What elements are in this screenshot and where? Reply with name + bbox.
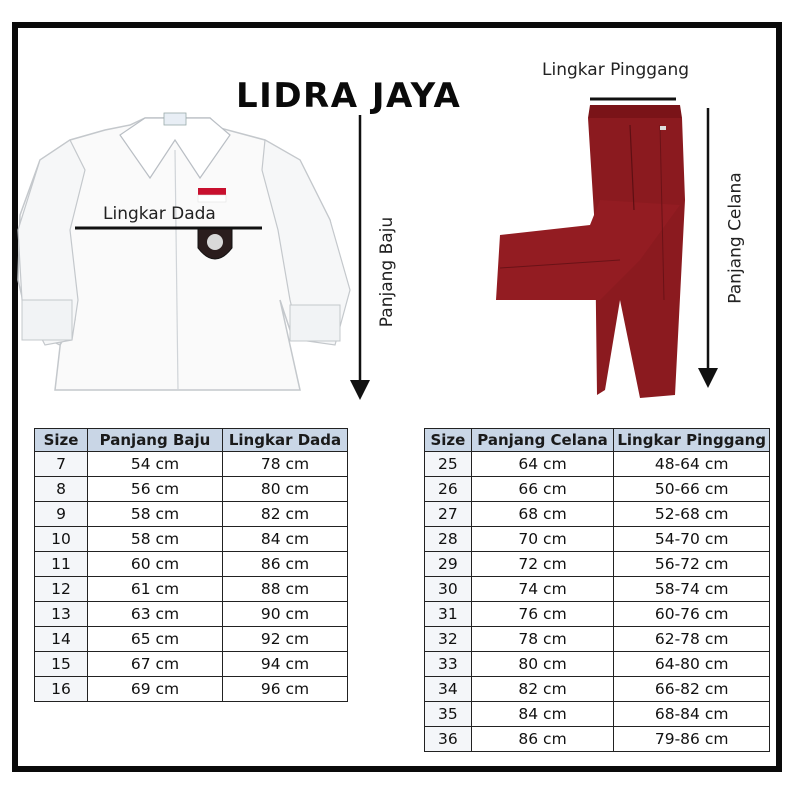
col-header-lingkar-dada: Lingkar Dada: [223, 429, 348, 452]
table-row: [425, 602, 770, 627]
table-cell: 7: [35, 452, 88, 477]
table-row: [425, 702, 770, 727]
table-row: [425, 477, 770, 502]
table-cell: 64-80 cm: [614, 652, 770, 677]
table-cell: 15: [35, 652, 88, 677]
table-cell: 25: [425, 452, 472, 477]
table-cell: 14: [35, 627, 88, 652]
col-header-panjang-celana: Panjang Celana: [471, 429, 614, 452]
table-cell: 48-64 cm: [614, 452, 770, 477]
table-cell: 90 cm: [223, 602, 348, 627]
table-cell: 82 cm: [223, 502, 348, 527]
table-cell: 80 cm: [223, 477, 348, 502]
table-cell: 96 cm: [223, 677, 348, 702]
pants-size-table: [424, 428, 770, 752]
col-header-lingkar-pinggang: Lingkar Pinggang: [614, 429, 770, 452]
table-row: [35, 452, 348, 477]
table-cell: 79-86 cm: [614, 727, 770, 752]
table-cell: 9: [35, 502, 88, 527]
table-cell: 82 cm: [471, 677, 614, 702]
table-row: [425, 677, 770, 702]
trousers-image: [496, 105, 685, 398]
table-row: [35, 552, 348, 577]
table-cell: 11: [35, 552, 88, 577]
table-cell: 56-72 cm: [614, 552, 770, 577]
table-cell: 16: [35, 677, 88, 702]
table-row: [35, 502, 348, 527]
table-row: [425, 552, 770, 577]
table-cell: 54-70 cm: [614, 527, 770, 552]
lingkar-dada-label: Lingkar Dada: [103, 204, 216, 224]
lingkar-pinggang-label: Lingkar Pinggang: [542, 60, 690, 80]
table-cell: 92 cm: [223, 627, 348, 652]
table-cell: 13: [35, 602, 88, 627]
table-cell: 33: [425, 652, 472, 677]
table-cell: 65 cm: [88, 627, 223, 652]
table-cell: 34: [425, 677, 472, 702]
table-cell: 26: [425, 477, 472, 502]
table-cell: 56 cm: [88, 477, 223, 502]
table-cell: 84 cm: [471, 702, 614, 727]
brand-title: LIDRA JAYA: [236, 76, 462, 116]
table-cell: 78 cm: [471, 627, 614, 652]
table-row: [425, 727, 770, 752]
table-cell: 58 cm: [88, 527, 223, 552]
table-row: [35, 477, 348, 502]
table-cell: 78 cm: [223, 452, 348, 477]
table-row: [35, 527, 348, 552]
table-row: [425, 452, 770, 477]
table-cell: 86 cm: [471, 727, 614, 752]
table-cell: 58 cm: [88, 502, 223, 527]
table-cell: 74 cm: [471, 577, 614, 602]
table-cell: 66-82 cm: [614, 677, 770, 702]
table-cell: 70 cm: [471, 527, 614, 552]
table-cell: 88 cm: [223, 577, 348, 602]
table-row: [425, 652, 770, 677]
table-cell: 60 cm: [88, 552, 223, 577]
table-row: [425, 577, 770, 602]
table-header-row: [425, 429, 770, 452]
table-cell: 60-76 cm: [614, 602, 770, 627]
table-row: [35, 652, 348, 677]
table-cell: 69 cm: [88, 677, 223, 702]
table-cell: 64 cm: [471, 452, 614, 477]
table-cell: 84 cm: [223, 527, 348, 552]
table-row: [35, 677, 348, 702]
table-cell: 30: [425, 577, 472, 602]
table-cell: 29: [425, 552, 472, 577]
table-cell: 54 cm: [88, 452, 223, 477]
table-cell: 68-84 cm: [614, 702, 770, 727]
table-cell: 62-78 cm: [614, 627, 770, 652]
shirt-size-table: [34, 428, 348, 702]
table-cell: 61 cm: [88, 577, 223, 602]
table-header-row: [35, 429, 348, 452]
table-cell: 72 cm: [471, 552, 614, 577]
table-cell: 66 cm: [471, 477, 614, 502]
shirt-image: [18, 113, 350, 390]
table-row: [35, 577, 348, 602]
table-cell: 32: [425, 627, 472, 652]
table-row: [425, 627, 770, 652]
table-cell: 76 cm: [471, 602, 614, 627]
table-row: [425, 502, 770, 527]
table-cell: 58-74 cm: [614, 577, 770, 602]
col-header-size: Size: [425, 429, 472, 452]
table-cell: 63 cm: [88, 602, 223, 627]
panjang-baju-label: Panjang Baju: [377, 216, 398, 328]
table-cell: 67 cm: [88, 652, 223, 677]
table-cell: 8: [35, 477, 88, 502]
table-cell: 12: [35, 577, 88, 602]
col-header-panjang-baju: Panjang Baju: [88, 429, 223, 452]
table-cell: 52-68 cm: [614, 502, 770, 527]
table-row: [425, 527, 770, 552]
table-row: [35, 627, 348, 652]
col-header-size: Size: [35, 429, 88, 452]
table-cell: 27: [425, 502, 472, 527]
table-cell: 86 cm: [223, 552, 348, 577]
table-cell: 36: [425, 727, 472, 752]
panjang-celana-label: Panjang Celana: [725, 172, 746, 304]
table-cell: 50-66 cm: [614, 477, 770, 502]
table-cell: 80 cm: [471, 652, 614, 677]
table-row: [35, 602, 348, 627]
table-cell: 10: [35, 527, 88, 552]
table-cell: 28: [425, 527, 472, 552]
table-cell: 35: [425, 702, 472, 727]
table-cell: 94 cm: [223, 652, 348, 677]
table-cell: 68 cm: [471, 502, 614, 527]
table-cell: 31: [425, 602, 472, 627]
